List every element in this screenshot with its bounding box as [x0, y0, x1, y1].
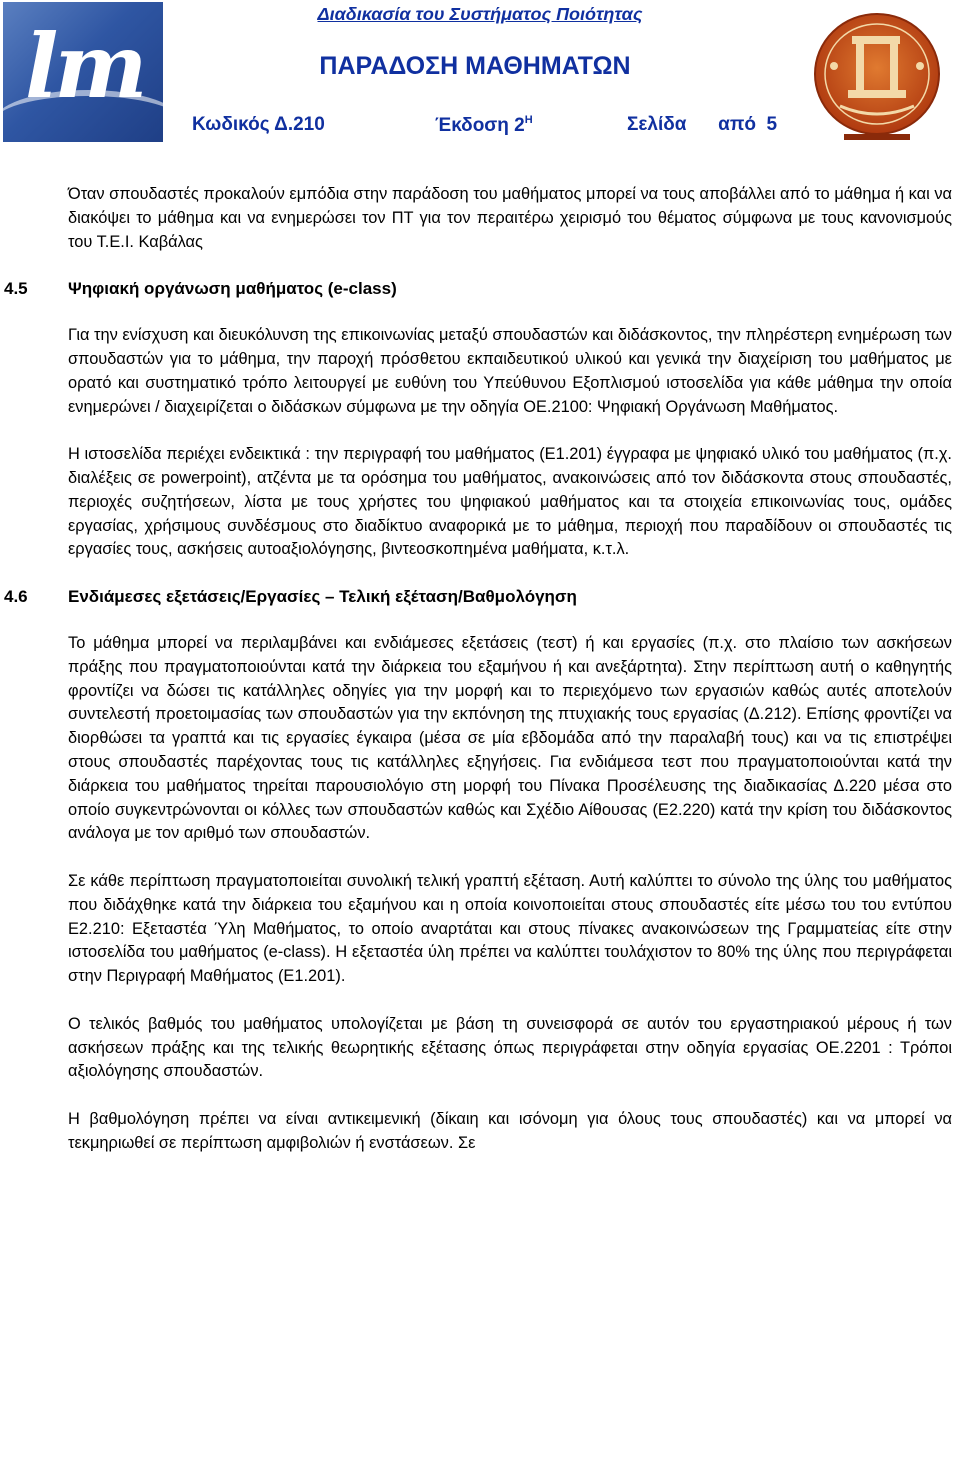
seal-icon	[804, 10, 950, 145]
seal-logo	[804, 10, 950, 145]
document-title: ΠΑΡΑΔΟΣΗ ΜΑΘΗΜΑΤΩΝ	[319, 52, 631, 80]
section-4-5-paragraph-2: Η ιστοσελίδα περιέχει ενδεικτικά : την περιγραφή του μαθήματος (Ε1.201) έγγραφα με ψηφιακό υλικό του μαθήματος (π.χ. διαλέξεις σε powerpoint), ατζέντα με τα ορόσημα του μαθήματος, ανακοινώσεις από τον διδάσκοντα στους σπουδαστές, περιοχές συζητήσεων, λίστα με τους χρήστες του ψηφιακού μαθήματος και τα στοιχεία επικοινωνίας τους, ομάδες εργασίας, χρήσιμους συνδέσμους στο διαδίκτυο αναφορικά με το μάθημα, περιοχή που παραδίδουν οι σπουδαστές τις εργασίες τους, ασκήσεις αυτοαξιολόγησης, βιντεοσκοπημένα μαθήματα, κ.τ.λ.	[68, 445, 952, 559]
section-4-5-heading	[4, 277, 952, 301]
document-version: Έκδοση $2^H$	[435, 114, 533, 136]
document-body	[4, 183, 952, 1155]
document-header	[0, 0, 960, 145]
section-4-6-heading	[4, 585, 952, 609]
section-number: 4.6	[4, 587, 28, 607]
section-4-6-paragraph-3: Ο τελικός βαθμός του μαθήματος υπολογίζεται με βάση τη συνεισφορά σε αυτόν του εργαστηριακού μέρους ή των ασκήσεων πράξης και της τελικής θεωρητικής εξέτασης όπως περιγράφεται στην οδηγία εργασίας ΟΕ.2201 : Τρόποι αξιολόγησης σπουδαστών.	[68, 1014, 952, 1081]
section-title: Ψηφιακή οργάνωση μαθήματος (e-class)	[68, 279, 397, 299]
process-title: Διαδικασία του Συστήματος Ποιότητας	[317, 4, 643, 24]
section-number: 4.5	[4, 279, 28, 299]
section-4-5-paragraph-1: Για την ενίσχυση και διευκόλυνση της επικοινωνίας μεταξύ σπουδαστών και διδάσκοντος, την πληρέστερη ενημέρωση των σπουδαστών για το μάθημα, την παροχή πρόσθετου εκπαιδευτικού υλικού και γενικά την διαχείριση του μαθήματος με ορατό και συστηματικό τρόπο λειτουργεί με ευθύνη του Υπεύθυνου Εξοπλισμού ιστοσελίδα για κάθε μάθημα την οποία ενημερώνει / διαχειρίζεται ο διδάσκων σύμφωνα με την οδηγία ΟΕ.2100: Ψηφιακή Οργάνωση Μαθήματος.	[68, 326, 952, 416]
document-code: Κωδικός Δ.210	[192, 114, 325, 135]
section-4-6-paragraph-1: Το μάθημα μπορεί να περιλαμβάνει και ενδιάμεσες εξετάσεις (τεστ) ή και εργασίες (π.χ. στο πλαίσιο των ασκήσεων πράξης που πραγματοποιούνται κατά την διάρκεια του εξαμήνου ή και ανεξάρτητα). Στην περίπτωση αυτή ο καθηγητής φροντίζει να δώσει τις κατάλληλες οδηγίες για την μορφή και το περιεχόμενο των εργασιών καθώς αυτές αποτελούν συντελεστή προετοιμασίας των σπουδαστών για την εκπόνηση της πτυχιακής τους εργασίας (Δ.212). Επίσης φροντίζει να διορθώσει τα γραπτά και τις εργασίες έγκαιρα (μέσα σε μία εβδομάδα από την παραλαβή τους) και να τις επιστρέψει στους σπουδαστές παρέχοντας τους τις κατάλληλες εξηγήσεις. Για ενδιάμεσα τεστ που πραγματοποιούνται κατά την διάρκεια του μαθήματος τηρείται παρουσιολόγιο στη μορφή του Πίνακα Προσέλευσης της διαδικασίας Δ.220 μέσα στο οποίο συγκεντρώνονται οι κόλλες των σπουδαστών καθώς και Σχέδιο Αίθουσας (Ε2.220) κατά την κρίση του διδάσκοντος ανάλογα με τον αριθμό των σπουδαστών.	[68, 633, 952, 843]
intro-paragraph: Όταν σπουδαστές προκαλούν εμπόδια στην παράδοση του μαθήματος μπορεί να τους αποβάλλει από το μάθημα ή και να διακόψει το μάθημα και να ενημερώσει τον ΠΤ για τον περαιτέρω χειρισμό του θέματος σύμφωνα με τους κανονισμούς του Τ.Ε.Ι. Καβάλας	[68, 185, 952, 251]
section-title: Ενδιάμεσες εξετάσεις/Εργασίες – Τελική εξέταση/Βαθμολόγηση	[68, 587, 577, 607]
section-4-6-paragraph-2: Σε κάθε περίπτωση πραγματοποιείται συνολική τελική γραπτή εξέταση. Αυτή καλύπτει το σύνολο της ύλης του μαθήματος που διδάχθηκε κατά την διάρκεια του εξαμήνου και η οποία κοινοποιείται στους σπουδαστές είτε μέσω του του εντύπου Ε2.210: Εξεταστέα Ύλη Μαθήματος, το οποίο αναρτάται και στους πίνακες ανακοινώσεων της Γραμματείας είτε στην ιστοσελίδα του μαθήματος (e-class). Η εξεταστέα ύλη πρέπει να καλύπτει τουλάχιστον το 80% της ύλης που περιγράφεται στην Περιγραφή Μαθήματος (Ε1.201).	[68, 871, 952, 986]
logo-text: lm	[25, 14, 144, 118]
page-number: Σελίδα από 5	[627, 114, 778, 135]
section-4-6-paragraph-4: Η βαθμολόγηση πρέπει να είναι αντικειμενική (δίκαιη και ισόνομη για όλους τους σπουδαστές) και να μπορεί να τεκμηριωθεί σε περίπτωση αμφιβολιών ή ενστάσεων. Σε	[68, 1109, 952, 1152]
institution-logo	[3, 2, 163, 142]
